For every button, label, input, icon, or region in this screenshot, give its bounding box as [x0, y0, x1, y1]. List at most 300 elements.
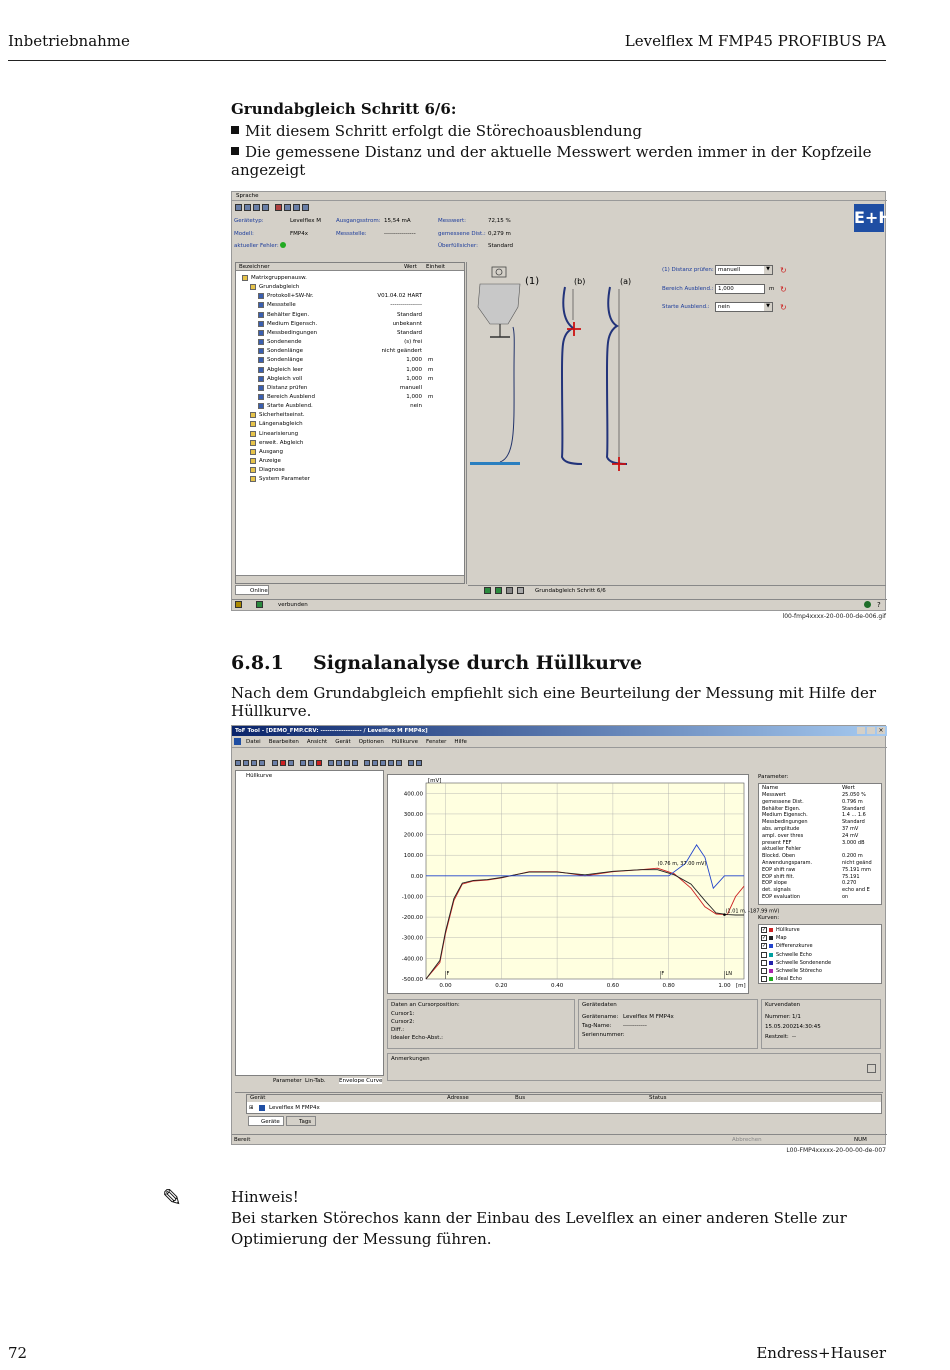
checkbox[interactable]	[761, 960, 767, 966]
tree-row-value: 1,000	[406, 357, 422, 364]
color-swatch	[769, 969, 773, 973]
folder-icon	[250, 458, 256, 464]
folder-icon	[250, 467, 256, 473]
toolbar-icon[interactable]	[344, 760, 350, 766]
figure-caption-2: L00-FMP4xxxxx-20-00-00-de-007	[786, 1147, 886, 1154]
label-gem-dist: gemessene Dist.:	[438, 231, 486, 237]
param-name: Messbedingungen	[762, 819, 808, 826]
status-ok-icon	[280, 242, 286, 248]
cursor-box: Daten an Cursorposition: Cursor1: Cursor2: Diff.: Idealer Echo-Abst.:	[387, 999, 575, 1049]
curve-toggle[interactable]	[761, 968, 879, 976]
chevron-down-icon[interactable]: ▼	[764, 266, 772, 274]
tree-row-value: V01.04.02 HART	[377, 293, 422, 300]
param-name: Medium Eigensch.	[762, 812, 808, 819]
tree-row-label: Sicherheitseinst.	[259, 412, 305, 419]
parameter-icon	[258, 385, 264, 391]
param-name: Behälter Eigen.	[762, 805, 801, 812]
folder-icon	[250, 476, 256, 482]
device-icon	[259, 1105, 265, 1111]
tree-row-value: ----------------	[390, 302, 422, 309]
cursor-point	[723, 913, 726, 916]
tree-row-label: Bereich Ausblend	[267, 393, 315, 400]
param-value: 0.796 m	[842, 798, 863, 805]
x-tick-label: 0.00	[439, 983, 452, 989]
refresh-icon[interactable]: ↻	[780, 285, 787, 294]
tree-row[interactable]	[236, 356, 464, 365]
checkbox[interactable]	[761, 976, 767, 982]
parameter-icon	[258, 312, 264, 318]
tree-row-unit: m	[428, 375, 434, 382]
tree-row[interactable]	[236, 402, 464, 411]
menu-item[interactable]: Bearbeiten	[268, 739, 299, 745]
parameter-icon	[258, 330, 264, 336]
close-icon[interactable]: ×	[878, 727, 884, 734]
tree-row[interactable]	[236, 448, 464, 457]
tree-row[interactable]	[236, 283, 464, 292]
tree-row-value: 1,000	[406, 393, 422, 400]
x-tick-label: 0.80	[662, 983, 675, 989]
toolbar-icon[interactable]	[328, 760, 334, 766]
toolbar-icon[interactable]	[352, 760, 358, 766]
tree-row[interactable]	[236, 457, 464, 466]
chevron-down-icon[interactable]: ▼	[764, 303, 772, 311]
tree-row-label: Distanz prüfen	[267, 384, 308, 391]
marker-label: F	[446, 971, 450, 977]
value-ueberfuellsicher: Standard	[488, 243, 514, 249]
param-name: gemessene Dist.	[762, 798, 804, 805]
x-axis-label: [m]	[736, 983, 746, 989]
value-geraetetyp: Levelflex M	[290, 218, 322, 224]
curve-label: Schwelle Störecho	[776, 968, 822, 974]
tree-row-value: (s) frei	[404, 339, 422, 346]
param-name: det. signals	[762, 887, 791, 894]
folder-icon	[250, 431, 256, 437]
toolbar-icon[interactable]	[336, 760, 342, 766]
value-messstelle: ----------------	[384, 231, 416, 237]
color-swatch	[769, 977, 773, 981]
tree-panel	[235, 262, 465, 584]
tree-row[interactable]	[236, 375, 464, 384]
tree-row-label: Linearisierung	[259, 430, 299, 437]
screenshot-tof-tool	[231, 725, 886, 1145]
tree-row[interactable]	[236, 430, 464, 439]
tree-row[interactable]	[236, 320, 464, 329]
param-name: EOP evaluation	[762, 894, 800, 900]
tree-row[interactable]	[236, 466, 464, 475]
parameter-icon	[258, 339, 264, 345]
x-tick-label: 0.40	[550, 983, 564, 989]
tree-row-label: Abgleich voll	[267, 375, 303, 382]
y-tick-label: -500.00	[401, 977, 423, 983]
toolbar-icon-1[interactable]	[235, 204, 242, 211]
y-tick-label: 100.00	[403, 853, 423, 860]
bullet-2: Die gemessene Distanz und der aktuelle Messwert werden immer in der Kopfzeile angezeigt	[231, 143, 872, 179]
tree-header-bezeichner[interactable]: Bezeichner	[239, 264, 270, 270]
status-step: Grundabgleich Schritt 6/6	[535, 588, 606, 594]
tree-row-unit: m	[428, 393, 434, 400]
color-swatch	[769, 944, 773, 948]
tree-row[interactable]	[236, 420, 464, 429]
tree-row[interactable]	[236, 338, 464, 347]
device-header-status[interactable]: Status	[649, 1095, 667, 1101]
y-tick-label: 300.00	[403, 811, 423, 818]
param-value: 25.050 %	[842, 792, 866, 798]
status-bar: Bereit Abbrechen NUM	[232, 1134, 887, 1145]
folder-icon	[250, 412, 256, 418]
curve-label: Ideal Echo	[776, 976, 802, 983]
tree-row[interactable]	[236, 475, 464, 484]
tree-row-value: 1,000	[406, 375, 422, 382]
tree-row-label: Protokoll+SW-Nr.	[267, 293, 314, 300]
label-ausgangsstrom: Ausgangsstrom:	[336, 218, 381, 224]
value-messwert: 72,15 %	[488, 218, 511, 224]
tree-row[interactable]	[236, 366, 464, 375]
toolbar-icon-nav-2[interactable]	[495, 587, 502, 594]
x-tick-label: 1.00	[718, 983, 731, 989]
toolbar-icon-5[interactable]	[275, 204, 282, 211]
tab-parameter[interactable]: Parameter	[273, 1078, 302, 1084]
params-header-wert[interactable]: Wert	[842, 785, 855, 791]
tree-row[interactable]	[236, 329, 464, 338]
label-modell: Modell:	[234, 231, 254, 237]
tab-envelope-curve[interactable]: Envelope Curve	[339, 1078, 383, 1084]
header-rule	[8, 60, 886, 61]
tree-row-label: Messbedingungen	[267, 329, 318, 336]
tab-geraete[interactable]: Geräte	[248, 1116, 284, 1126]
curves-title: Kurven:	[758, 915, 780, 921]
status-icon-1	[235, 601, 242, 608]
section-paragraph: Nach dem Grundabgleich empfiehlt sich eine Beurteilung der Messung mit Hilfe der Hüllkurve.	[231, 684, 877, 720]
diagram-label-1: (1)	[525, 276, 540, 287]
folder-icon	[242, 275, 248, 281]
toolbar-icon-8[interactable]	[302, 204, 309, 211]
menu-sprache[interactable]: Sprache	[236, 193, 259, 199]
toolbar-icon[interactable]	[396, 760, 402, 766]
note-text: Bei starken Störechos kann der Einbau des Levelflex an einer anderen Stelle zur Optimierung der Messung führen.	[231, 1209, 847, 1248]
tree-row-label: Medium Eigensch.	[267, 320, 318, 327]
toolbar-icon[interactable]	[416, 760, 422, 766]
tree-row-label: Sondenlänge	[267, 357, 303, 364]
toolbar-icon[interactable]	[308, 760, 314, 766]
tab-online[interactable]: Online	[235, 585, 269, 595]
footer-brand: Endress+Hauser	[756, 1344, 886, 1362]
tree-row[interactable]	[236, 393, 464, 402]
toolbar-icon[interactable]	[288, 760, 294, 766]
menu-item[interactable]: Gerät	[335, 739, 351, 745]
toolbar-icon[interactable]	[251, 760, 257, 766]
label-geraetetyp: Gerätetyp:	[234, 218, 264, 224]
curve-data-box: Kurvendaten Nummer: 1/1 15.05.2002 14:30:45 Restzeit: --	[761, 999, 881, 1049]
toolbar-icon[interactable]	[280, 760, 286, 766]
color-swatch	[769, 936, 773, 940]
y-tick-label: 400.00	[403, 791, 423, 798]
label-messstelle: Messstelle:	[336, 231, 367, 237]
tree-row[interactable]	[236, 301, 464, 310]
status-icon-2	[256, 601, 263, 608]
remarks-button[interactable]	[867, 1064, 876, 1073]
tree-hscrollbar[interactable]	[236, 575, 464, 583]
tree-row-label: Anzeige	[259, 458, 281, 464]
y-tick-label: -100.00	[401, 894, 423, 901]
tree-row-label: Messstelle	[267, 302, 296, 309]
toolbar-icon-4[interactable]	[262, 204, 269, 211]
y-axis-label: [mV]	[428, 778, 442, 784]
menu-item[interactable]: Datei	[246, 739, 261, 745]
diagram-label-b: (b)	[574, 277, 586, 286]
tree-row-value: 1,000	[406, 366, 422, 373]
y-tick-label: -200.00	[401, 915, 423, 922]
page-number: 72	[8, 1344, 28, 1362]
status-connection: verbunden	[278, 602, 308, 608]
tree-row[interactable]	[236, 292, 464, 301]
checkbox[interactable]: ✓	[762, 927, 767, 933]
eh-logo-icon: E+H	[854, 204, 884, 232]
toolbar-icon[interactable]	[380, 760, 386, 766]
annotation-2: (1.01 m, -187.99 mV)	[725, 908, 780, 915]
toolbar-icon-6[interactable]	[284, 204, 291, 211]
color-swatch	[769, 928, 773, 932]
params-title: Parameter:	[758, 774, 789, 780]
refresh-icon[interactable]: ↻	[780, 303, 787, 312]
value-gem-dist: 0,279 m	[488, 231, 511, 237]
param-value: 3.000 dB	[842, 839, 865, 846]
tree-row[interactable]	[236, 274, 464, 283]
tree-row-label: Grundabgleich	[259, 284, 300, 291]
tree-row[interactable]	[236, 411, 464, 420]
curve-label: Hüllkurve	[776, 927, 800, 933]
tree-row-unit: m	[428, 366, 434, 373]
curve-label: Differenzkurve	[776, 943, 813, 950]
label-bereich-ausblend: Bereich Ausblend.:	[662, 286, 714, 292]
running-header-right: Levelflex M FMP45 PROFIBUS PA	[624, 32, 886, 50]
toolbar-icon-nav-4[interactable]	[517, 587, 524, 594]
param-name: Messwert	[762, 792, 786, 798]
parameter-icon	[258, 394, 264, 400]
param-value: 75.191 mm	[842, 866, 871, 873]
parameter-icon	[258, 376, 264, 382]
curve-label: Map	[776, 935, 787, 942]
param-name: EOP shift filt.	[762, 873, 795, 880]
toolbar-icon-2[interactable]	[244, 204, 251, 211]
parameter-icon	[258, 403, 264, 409]
minimize-icon[interactable]	[857, 727, 865, 734]
curve-toggle[interactable]	[761, 935, 879, 943]
tab-tags[interactable]: Tags	[286, 1116, 316, 1126]
note-title: Hinweis!	[231, 1188, 299, 1206]
tree-row[interactable]	[236, 347, 464, 356]
menu-item[interactable]: Optionen	[358, 739, 384, 745]
toolbar-icon[interactable]	[316, 760, 322, 766]
parameter-icon	[258, 302, 264, 308]
toolbar-icon[interactable]	[364, 760, 370, 766]
device-data-box: Gerätedaten Gerätename: Levelflex M FMP4x Tag-Name: ------------ Seriennummer:	[578, 999, 758, 1049]
diagram-label-a: (a)	[620, 277, 632, 286]
tree-row-value: nicht geändert	[381, 348, 422, 355]
tree-row-label: erweit. Abgleich	[259, 439, 304, 446]
marker-label: LN	[725, 971, 733, 977]
y-tick-label: -400.00	[401, 956, 423, 963]
step-title: Grundabgleich Schritt 6/6:	[231, 100, 457, 118]
toolbar-icon-7[interactable]	[293, 204, 300, 211]
tab-lin-tab[interactable]: Lin-Tab.	[305, 1078, 326, 1084]
tree-row-label: Abgleich leer	[267, 366, 303, 373]
param-name: Anwendungsparam.	[762, 860, 813, 866]
remarks-box: Anmerkungen	[387, 1053, 881, 1081]
curve-label: Schwelle Sondenende	[776, 959, 832, 966]
y-tick-label: 0.00	[410, 873, 423, 880]
label-distanz-pruefen: (1) Distanz prüfen:	[662, 267, 714, 273]
tree-row-label: Sondenlänge	[267, 348, 303, 355]
toolbar-icon[interactable]	[235, 760, 241, 766]
label-starte-ausblend: Starte Ausblend.:	[662, 304, 710, 310]
tree-row-label: Sondenende	[267, 339, 302, 346]
param-value: Standard	[842, 805, 865, 812]
section-number: 6.8.1	[231, 652, 284, 674]
tree-row-label: Längenabgleich	[259, 421, 303, 428]
checkbox[interactable]	[761, 952, 767, 958]
device-header-adresse[interactable]: Adresse	[447, 1095, 469, 1101]
label-ueberfuellsicher: Überfüllsicher:	[438, 243, 478, 249]
annotation-1: (0.76 m, 37.00 mV)	[657, 861, 707, 868]
tree-header-wert[interactable]: Wert	[404, 264, 417, 270]
param-value: 24 mV	[842, 832, 859, 839]
curve-tree-panel	[235, 770, 384, 1076]
param-name: EOP slope	[762, 880, 788, 887]
curve-toggle[interactable]	[761, 960, 879, 968]
toolbar-icon-nav-1[interactable]	[484, 587, 491, 594]
help-icon[interactable]: ?	[877, 601, 881, 609]
params-table	[758, 783, 882, 905]
unit-bereich: m	[769, 286, 775, 292]
select-starte-ausblend[interactable]: nein ▼	[715, 302, 773, 312]
menu-item[interactable]: Fenster	[425, 739, 447, 745]
section-title: Signalanalyse durch Hüllkurve	[313, 652, 643, 674]
value-modell: FMP4x	[290, 231, 308, 237]
param-value: 37 mV	[842, 826, 859, 832]
menu-item[interactable]: Hilfe	[454, 739, 467, 745]
param-value: 0.270	[842, 880, 857, 887]
param-value: 0.200 m	[842, 853, 863, 860]
tree-row-label: Behälter Eigen.	[267, 311, 310, 318]
marker-label: F	[661, 971, 665, 977]
menu-item[interactable]: Ansicht	[306, 739, 328, 745]
menu-item[interactable]: Hüllkurve	[391, 739, 418, 745]
folder-icon	[250, 449, 256, 455]
checkbox[interactable]: ✓	[762, 943, 767, 950]
tree-row-unit: m	[428, 357, 434, 364]
device-list-item[interactable]: ⊞ Levelflex M FMP4x	[249, 1105, 320, 1111]
folder-icon	[250, 421, 256, 427]
param-value: Standard	[842, 819, 865, 826]
curve-toggle[interactable]	[761, 927, 879, 935]
params-header-name[interactable]: Name	[762, 785, 779, 791]
globe-icon	[864, 601, 871, 608]
left-tabs	[235, 1076, 384, 1086]
tree-row-value: Standard	[396, 311, 422, 318]
device-list	[246, 1094, 882, 1114]
param-name: EOP shift raw	[762, 866, 796, 873]
parameter-icon	[258, 293, 264, 299]
checkbox[interactable]: ✓	[762, 935, 767, 942]
device-header-geraet[interactable]: Gerät	[250, 1095, 266, 1101]
toolbar-icon-3[interactable]	[253, 204, 260, 211]
pencil-icon: ✎	[162, 1184, 183, 1212]
label-messwert: Messwert:	[438, 218, 467, 224]
tree-item-huellkurve[interactable]: Hüllkurve	[246, 773, 273, 779]
toolbar-icon-nav-3[interactable]	[506, 587, 513, 594]
probe-diagram	[470, 262, 646, 477]
input-bereich-ausblend[interactable]: 1,000	[715, 284, 765, 294]
color-swatch	[769, 953, 773, 957]
running-header-left: Inbetriebnahme	[8, 32, 130, 50]
param-name: present FEF	[762, 839, 792, 846]
tree-row[interactable]	[236, 311, 464, 320]
menu-bar	[232, 737, 887, 746]
toolbar-icon[interactable]	[408, 760, 414, 766]
toolbar-icon[interactable]	[300, 760, 306, 766]
tree-row[interactable]	[236, 384, 464, 393]
curve-toggle[interactable]	[761, 943, 879, 951]
curve-toggle[interactable]	[761, 976, 879, 984]
value-ausgangsstrom: 15,54 mA	[384, 218, 411, 224]
tree-row-label: Ausgang	[259, 448, 283, 455]
folder-icon	[250, 284, 256, 290]
folder-icon	[250, 440, 256, 446]
param-value: echo and E	[842, 887, 870, 894]
tree-row-value: nein	[410, 403, 422, 410]
y-tick-label: 200.00	[403, 832, 423, 839]
app-icon	[234, 738, 241, 745]
toolbar-icon[interactable]	[243, 760, 249, 766]
refresh-icon[interactable]: ↻	[780, 266, 787, 275]
curve-toggle[interactable]	[761, 952, 879, 960]
tree-header-einheit[interactable]: Einheit	[426, 264, 446, 270]
param-name: Blockd. Oben	[762, 853, 796, 860]
parameter-icon	[258, 357, 264, 363]
toolbar-icon[interactable]	[272, 760, 278, 766]
bullet-1: Mit diesem Schritt erfolgt die Störechoausblendung	[231, 122, 642, 140]
curve-label: Schwelle Echo	[776, 951, 812, 958]
tree-row[interactable]	[236, 439, 464, 448]
select-distanz-pruefen[interactable]: manuell ▼	[715, 265, 773, 275]
toolbar-icon[interactable]	[372, 760, 378, 766]
device-header-bus[interactable]: Bus	[515, 1095, 526, 1101]
tree-row-label: Diagnose	[259, 467, 285, 474]
tree-row-value: Standard	[396, 329, 422, 336]
parameter-icon	[258, 367, 264, 373]
maximize-icon[interactable]	[867, 727, 875, 734]
toolbar-icon[interactable]	[259, 760, 265, 766]
param-value: nicht geänd	[842, 860, 872, 866]
toolbar-icon[interactable]	[388, 760, 394, 766]
title-bar: ToF Tool - [DEMO_FMP.CRV: ------------------ / Levelflex M FMP4x] ×	[232, 726, 887, 736]
parameter-icon	[258, 348, 264, 354]
param-name: ampl. over thres	[762, 832, 804, 839]
checkbox[interactable]	[761, 968, 767, 974]
tree-row-value: unbekannt	[392, 320, 422, 327]
param-value: 75.191	[842, 873, 860, 880]
param-value: on	[842, 894, 849, 900]
x-tick-label: 0.60	[606, 983, 620, 989]
param-name: aktueller Fehler	[762, 846, 802, 853]
label-aktueller-fehler: aktueller Fehler:	[234, 243, 279, 249]
tree-row-value: manuell	[399, 384, 422, 391]
curves-list	[758, 924, 882, 984]
screenshot-grundabgleich	[231, 191, 892, 611]
parameter-icon	[258, 321, 264, 327]
figure-caption-1: l00-fmp4xxxx-20-00-00-de-006.gif	[782, 613, 886, 620]
param-name: abs. amplitude	[762, 826, 800, 832]
